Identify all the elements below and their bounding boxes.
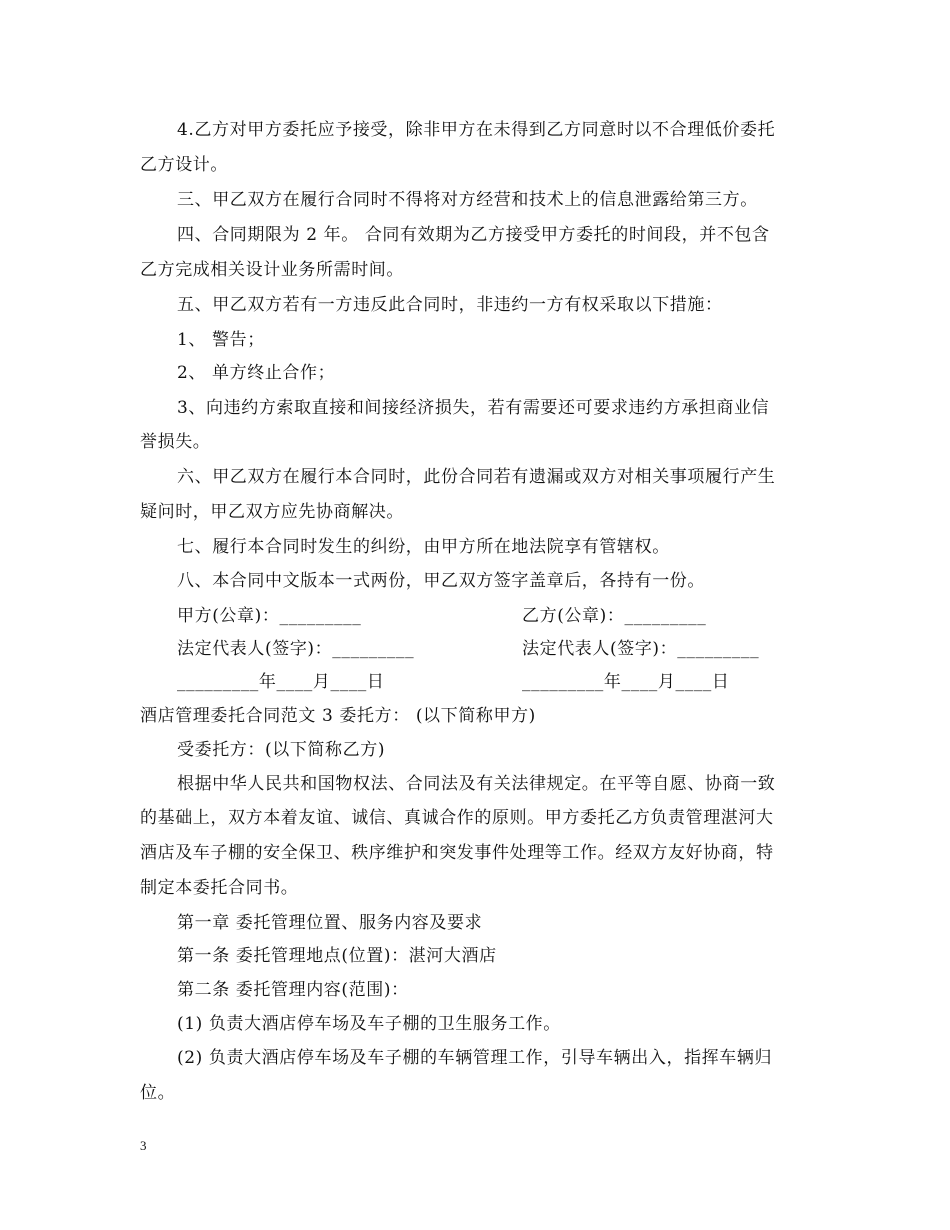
article-line: 第一条 委托管理地点(位置)：湛河大酒店 xyxy=(177,946,497,966)
list-item: 3、向违约方索取直接和间接经济损失，若有需要还可要求违约方承担商业信 xyxy=(177,398,770,418)
party-a-representative: 法定代表人(签字)：_________ xyxy=(177,639,415,659)
paragraph-line: 八、本合同中文版本一式两份，甲乙双方签字盖章后，各持有一份。 xyxy=(177,571,705,591)
article-line: 第二条 委托管理内容(范围)： xyxy=(177,980,409,1000)
section-title: 酒店管理委托合同范文 3 委托方： (以下简称甲方) xyxy=(140,706,536,726)
paragraph-line: 制定本委托合同书。 xyxy=(140,878,299,898)
chapter-heading: 第一章 委托管理位置、服务内容及要求 xyxy=(177,913,483,933)
list-item: (2) 负责大酒店停车场及车子棚的车辆管理工作，引导车辆出入，指挥车辆归 xyxy=(177,1048,773,1068)
party-b-seal: 乙方(公章)：_________ xyxy=(522,606,707,626)
paragraph-line: 乙方设计。 xyxy=(140,155,228,175)
list-item: 2、 单方终止合作； xyxy=(177,363,336,383)
page-number: 3 xyxy=(140,1138,147,1153)
paragraph-line: 三、甲乙双方在履行合同时不得将对方经营和技术上的信息泄露给第三方。 xyxy=(177,190,758,210)
paragraph-line: 4.乙方对甲方委托应予接受，除非甲方在未得到乙方同意时以不合理低价委托 xyxy=(177,120,776,140)
party-b-date: _________年____月____日 xyxy=(522,672,730,692)
paragraph-line: 誉损失。 xyxy=(140,432,211,452)
party-b-representative: 法定代表人(签字)：_________ xyxy=(522,639,760,659)
party-a-date: _________年____月____日 xyxy=(177,672,385,692)
paragraph-line: 五、甲乙双方若有一方违反此合同时，非违约一方有权采取以下措施： xyxy=(177,295,723,315)
paragraph-line: 受委托方：(以下简称乙方) xyxy=(177,740,386,760)
list-item: (1) 负责大酒店停车场及车子棚的卫生服务工作。 xyxy=(177,1014,561,1034)
paragraph-line: 的基础上，双方本着友谊、诚信、真诚合作的原则。甲方委托乙方负责管理湛河大 xyxy=(140,808,774,828)
paragraph-line: 根据中华人民共和国物权法、合同法及有关法律规定。在平等自愿、协商一致 xyxy=(177,774,776,794)
paragraph-line: 位。 xyxy=(140,1083,176,1103)
party-a-seal: 甲方(公章)：_________ xyxy=(177,606,362,626)
paragraph-line: 疑问时，甲乙双方应先协商解决。 xyxy=(140,502,404,522)
paragraph-line: 七、履行本合同时发生的纠纷，由甲方所在地法院享有管辖权。 xyxy=(177,537,670,557)
paragraph-line: 四、合同期限为 2 年。 合同有效期为乙方接受甲方委托的时间段，并不包含 xyxy=(177,225,770,245)
paragraph-line: 酒店及车子棚的安全保卫、秩序维护和突发事件处理等工作。经双方友好协商，特 xyxy=(140,843,774,863)
paragraph-line: 乙方完成相关设计业务所需时间。 xyxy=(140,260,404,280)
paragraph-line: 六、甲乙双方在履行本合同时，此份合同若有遗漏或双方对相关事项履行产生 xyxy=(177,467,776,487)
list-item: 1、 警告； xyxy=(177,330,265,350)
